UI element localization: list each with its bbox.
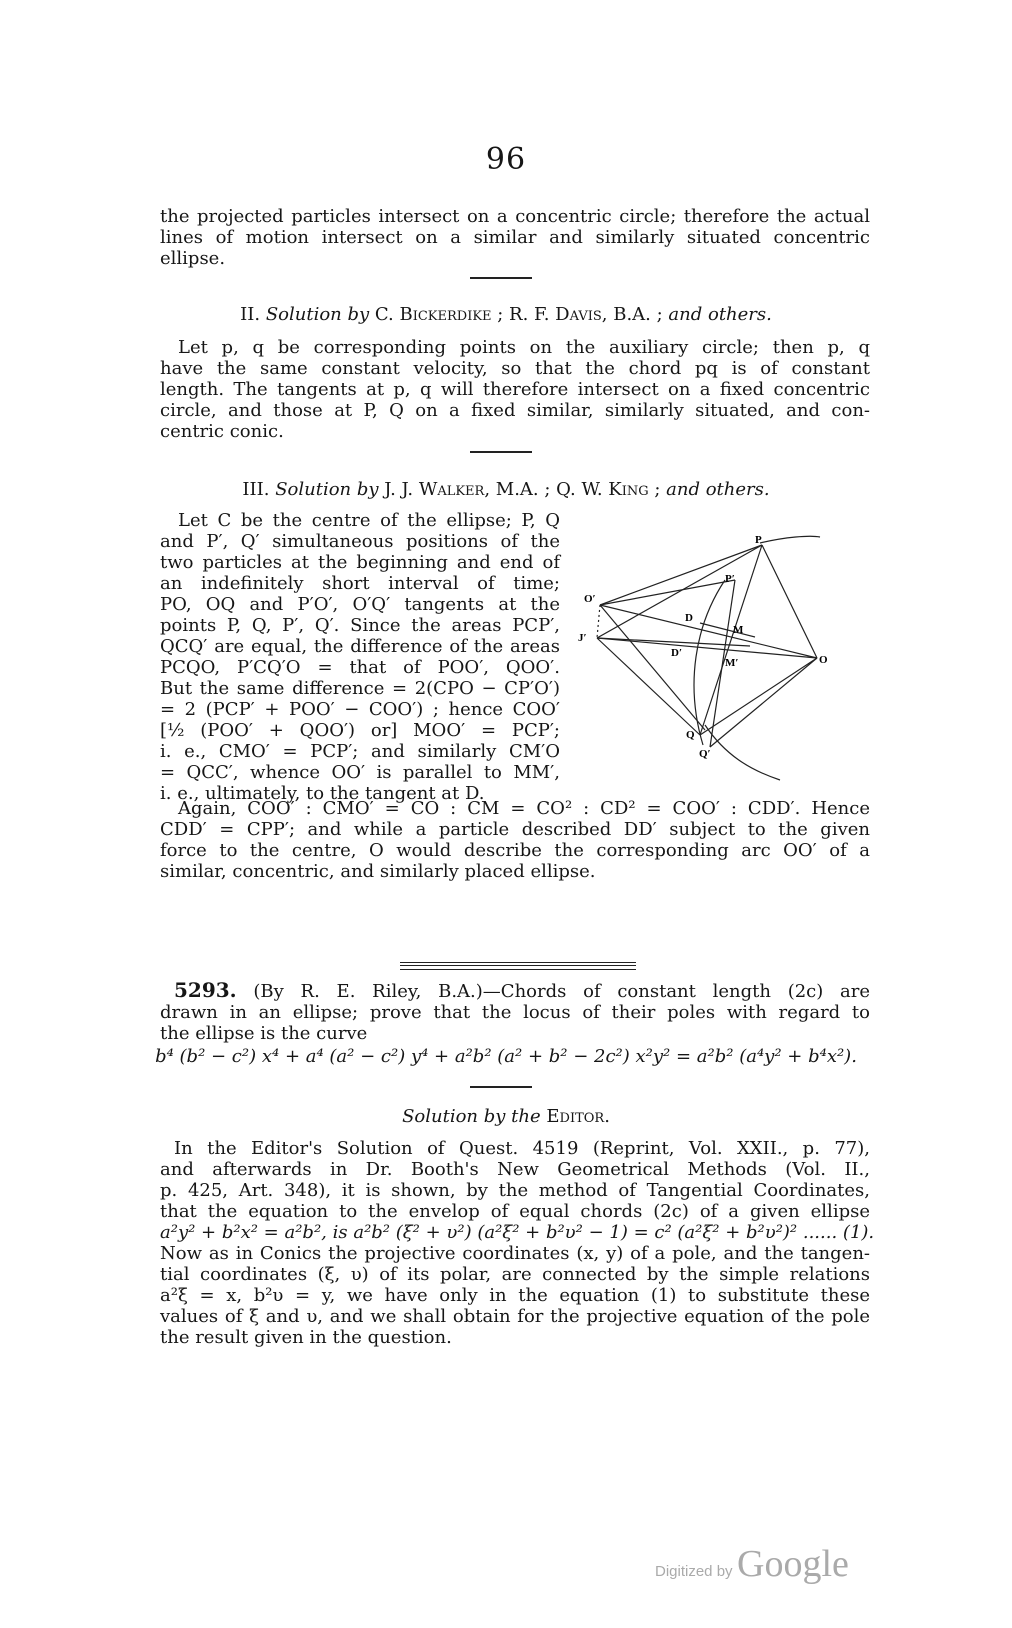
text-line: But the same difference = 2(CPO − CP′O′) [160, 678, 560, 699]
text-line: Let p, q be corresponding points on the auxiliary circle; then p, q [178, 337, 870, 358]
text-line: = QCC′, whence OO′ is parallel to MM′, [160, 762, 560, 783]
digitized-watermark [655, 1542, 849, 1586]
text-line: CDD′ = CPP′; and while a particle described DD′ subject to the given [160, 819, 870, 840]
solution-3-heading: III. Solution by J. J. Walker, M.A. ; Q. W. King ; and others. [242, 479, 770, 500]
label-M: M [733, 624, 744, 636]
label-P-prime: P′ [725, 573, 735, 585]
text-line: In the Editor's Solution of Quest. 4519 (Reprint, Vol. XXII., p. 77), [174, 1138, 870, 1159]
text-line: the ellipse is the curve [160, 1023, 368, 1044]
text-line: p. 425, Art. 348), it is shown, by the method of Tangential Coordinates, [160, 1180, 870, 1201]
text-line: two particles at the beginning and end of [160, 552, 560, 573]
text-line: have the same constant velocity, so that the chord pq is of constant [160, 358, 870, 379]
text-line: and afterwards in Dr. Booth's New Geometrical Methods (Vol. II., [160, 1159, 870, 1180]
label-J-prime: J′ [578, 632, 587, 644]
text-line: Again, COO′ : CMO′ = CO : CM = CO² : CD² = COO′ : CDD′. Hence [178, 798, 870, 819]
text-line: i. e., ultimately, to the tangent at D. [160, 783, 485, 804]
watermark-small-text: Digitized by [655, 1563, 733, 1580]
section-divider [470, 1086, 532, 1088]
text-line: PO, OQ and P′O′, O′Q′ tangents at the [160, 594, 560, 615]
question-5293 [160, 980, 870, 1044]
text-line: the projected particles intersect on a concentric circle; therefore the actual [160, 206, 870, 227]
text-line: an indefinitely short interval of time; [160, 573, 560, 594]
text-line: Now as in Conics the projective coordinates (x, y) of a pole, and the tangen- [160, 1243, 870, 1264]
question-equation: b⁴ (b² − c²) x⁴ + a⁴ (a² − c²) y⁴ + a²b² (a² + b² − 2c²) x²y² = a²b² (a⁴y² + b⁴x²). [155, 1046, 857, 1067]
ellipse-arc-outer [760, 536, 820, 543]
text-line: a²ξ = x, b²υ = y, we have only in the equation (1) to substitute these [160, 1285, 870, 1306]
page-number: 96 [485, 142, 527, 177]
text-line: similar, concentric, and similarly placed ellipse. [160, 861, 596, 882]
text-line: QCQ′ are equal, the difference of the areas [160, 636, 560, 657]
text-line: tial coordinates (ξ, υ) of its polar, are connected by the simple relations [160, 1264, 870, 1285]
solution-2-heading: II. Solution by C. Bickerdike ; R. F. Davis, B.A. ; and others. [240, 304, 772, 325]
solution-3-body-wide [160, 798, 870, 882]
text-line: ellipse. [160, 248, 226, 269]
equation-line: a²y² + b²x² = a²b², is a²b² (ξ² + υ²) (a²ξ² + b²υ² − 1) = c² (a²ξ² + b²υ²)² ...... (1). [160, 1222, 875, 1243]
label-D: D [685, 612, 693, 624]
text-line: lines of motion intersect on a similar and similarly situated concentric [160, 227, 870, 248]
text-line: points P, Q, P′, Q′. Since the areas PCP′, [160, 615, 560, 636]
text-line: and P′, Q′ simultaneous positions of the [160, 531, 560, 552]
ellipse-arc-outer [705, 725, 780, 780]
text-line: PCQO, P′CQ′O = that of POO′, QOO′. [160, 657, 560, 678]
ellipse-figure [575, 525, 845, 790]
text-line: centric conic. [160, 421, 284, 442]
solution-3-body-narrow [160, 510, 560, 804]
text-line: values of ξ and υ, and we shall obtain for the projective equation of the pole [160, 1306, 870, 1327]
text-line: i. e., CMO′ = PCP′; and similarly CM′O [160, 741, 560, 762]
label-D-prime: D′ [671, 647, 683, 659]
intro-paragraph [160, 206, 870, 269]
editor-solution-heading: Solution by the Editor. [402, 1106, 610, 1127]
label-Q-prime: Q′ [699, 748, 711, 760]
text-line: [½ (POO′ + QOO′) or] MOO′ = PCP′; [160, 720, 560, 741]
label-O-prime: O′ [584, 593, 596, 605]
inner-arc [694, 580, 725, 745]
label-O: O [819, 654, 828, 666]
text-line: the result given in the question. [160, 1327, 452, 1348]
section-divider [470, 277, 532, 279]
google-logo: Google [737, 1543, 849, 1585]
text-line: drawn in an ellipse; prove that the locus of their poles with regard to [160, 1002, 870, 1023]
section-divider [470, 451, 532, 453]
label-P: P [755, 534, 762, 546]
solution-2-body [160, 337, 870, 442]
text-line: length. The tangents at p, q will therefore intersect on a fixed concentric [160, 379, 870, 400]
text-line: circle, and those at P, Q on a fixed similar, similarly situated, and con- [160, 400, 870, 421]
editor-solution-body [160, 1138, 875, 1348]
text-line: Let C be the centre of the ellipse; P, Q [178, 510, 560, 531]
text-line: 5293. (By R. E. Riley, B.A.)—Chords of constant length (2c) are [174, 978, 870, 1002]
question-separator [400, 962, 636, 970]
text-line: force to the centre, O would describe the corresponding arc OO′ of a [160, 840, 870, 861]
text-line: that the equation to the envelop of equal chords (2c) of a given ellipse [160, 1201, 870, 1222]
text-line: = 2 (PCP′ + POO′ − COO′) ; hence COO′ [160, 699, 560, 720]
label-Q: Q [686, 729, 695, 741]
label-M-prime: M′ [725, 657, 739, 669]
question-number: 5293. [174, 978, 237, 1002]
